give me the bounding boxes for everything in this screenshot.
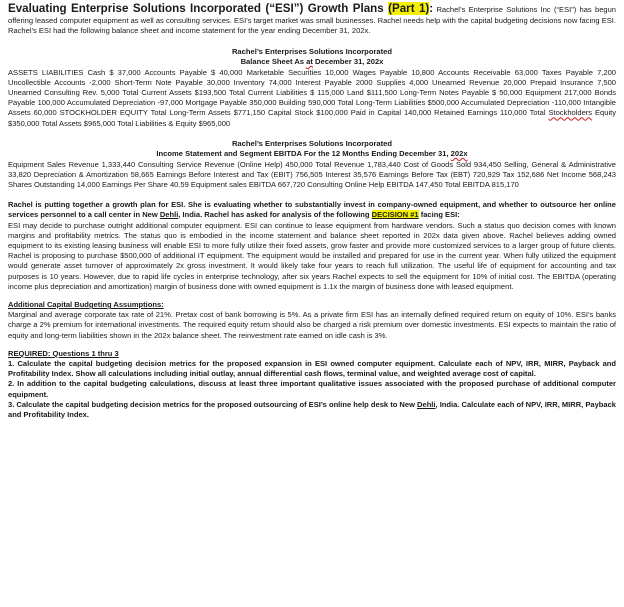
intro-text: Rachel’s Enterprise Solutions Inc (“ESI”) has begun offering leased computer equipment as well as consulting services. ESI’s target market was small businesses. Rachel needs help with the capital budgeting decisions now facing ESI. Rachel’s ESI had the following balance sheet and income statement for the year ending December 31, 202x. [8, 5, 616, 36]
city-name: Dehli [159, 210, 179, 220]
question-1: 1. Calculate the capital budgeting decision metrics for the proposed expansion in ESI owned computer equipment. Calculate each of NPV, IRR, MIRR, Payback and Profitability Index. Show all calculations including initial outlay, annual differential cash flows, terminal value, and weighted average cost of capital. [8, 359, 616, 379]
balance-sheet-company: Rachel’s Enterprises Solutions Incorporated [231, 46, 393, 56]
document-title: Evaluating Enterprise Solutions Incorporated (“ESI”) Growth Plans [8, 2, 389, 15]
assumptions-body: Marginal and average corporate tax rate of 21%. Pretax cost of bank borrowing is 5%. As a private firm ESI has an internally defined required return on equity of 10%. ESI’s banks charge a 2% premium for international investments. The required equity return should also be charged a risk premium over domestic investments. ESI expects to maintain the ratio of equity and long-term liabilities shown in the 202x balance sheet. The reinvestment rate earned on idle cash is 3%. [8, 310, 616, 340]
questions-heading: REQUIRED: Questions 1 thru 3 [8, 348, 119, 358]
question-3: 3. Calculate the capital budgeting decision metrics for the proposed outsourcing of ESI’s online help desk to New Dehli, India. Calculate each of NPV, IRR, MIRR, Payback and Profitability Index. [8, 399, 617, 420]
decision-highlight: DECISION #1 [371, 210, 419, 220]
city-name: Dehli [417, 399, 436, 409]
title-colon: : [429, 2, 434, 15]
question-2: 2. In addition to the capital budgeting calculations, discuss at least three important qualitative issues associated with the proposed purchase of additional computer equipment. [8, 379, 616, 399]
growth-plan-body: ESI may decide to purchase outright additional computer equipment. ESI can continue to lease equipment from hardware vendors. Such a status quo decision comes with known margins and profitability metrics. The status quo is embodied in the income statement and balance sheet reported in 202x data given above. Rachel believes adding owned equipment to its existing leasing business will enable ESI to more fully utilize their fixed assets, grow faster and provide more customized services to a larger group of future clients. Rachel is proposing to purchase $500,000 of additional IT equipment. The equipment would be installed and prepared for use in the current year. When fully utilized the equipment would generate asset turnover of approximately 2x gross investment. It would likely take four years to reach full utilization. The useful life of equipment for accounting and tax purposes is 10 years. However, due to rapid life cycles in enterprise technology, after six years Rachel expects to sell the equipment for 10% of initial cost. The EBITDA (operating income plus depreciation and amortization) margin of business done with owned equipment is 1.1x the margin of business done with leased equipment. [8, 220, 616, 291]
growth-plan-lead: Rachel is putting together a growth plan for ESI. She is evaluating whether to substantially invest in company-owned equipment, and whether to outsource her online services personnel to a call center in New Dehli, India. Rachel has asked for analysis of the following DECISION #1 facing ESI: [8, 200, 616, 220]
balance-sheet-body: ASSETS LIABILITIES Cash $ 37,000 Accounts Payable $ 40,000 Marketable Securities 10,000 Wages Payable 10,800 Accounts Receivable 63,000 Taxes Payable 7,200 Uncollectible Accounts -2,000 Short-Term Note Payable 30,000 Inventory 74,000 Interest Payable 2000 Supplies 4,000 Unearned Revenue 20,000 Prepaid Insurance 7,500 Unearned Consulting Rev. 5,000 Total Current Assets $193,500 Total Current Liabilities $ 115,000 Land $111,500 Long-Term Notes Payable $ 50,000 Equipment 217,000 Bonds Payable 100,000 Accumulated Depreciation -97,000 Mortgage Payable 350,000 Building 590,000 Total Long-Term Liabilities $500,000 Accumulated Depreciation -110,000 Intangible Assets 60,000 STOCKHOLDER EQUITY Total Long-Term Assets $771,150 Capital Stock $100,000 Paid in Capital 140,000 Retained Earnings 110,000 Total Stockholders Equity $350,000 Total Assets $965,000 Total Liabilities & Equity $965,000 [8, 67, 617, 128]
assumptions-heading: Additional Capital Budgeting Assumptions: [8, 300, 164, 310]
document-intro [8, 4, 616, 37]
balance-sheet-heading: Balance Sheet As at December 31, 202x [240, 57, 384, 67]
income-statement-heading: Income Statement and Segment EBITDA For the 12 Months Ending December 31, 202x [156, 149, 468, 159]
part-highlight: (Part 1) [388, 2, 430, 15]
income-statement-company: Rachel’s Enterprises Solutions Incorporated [231, 138, 393, 148]
income-statement-body: Equipment Sales Revenue 1,333,440 Consulting Service Revenue (Online Help) 450,000 Total Revenue 1,783,440 Cost of Goods Sold 934,450 Selling, General & Administrative 33,820 Depreciation & Amortization 58,665 Earnings Before Interest and Tax (EBIT) 756,505 Interest 35,576 Earnings Before Tax (EBT) 720,929 Tax 152,686 Net Income 568,243 Shares Outstanding 14,000 Earnings Per Share 40.59 Equipment sales EBITDA 667,720 Consulting Online Help EBITDA 147,450 Total EBITDA 815,170 [8, 159, 616, 190]
